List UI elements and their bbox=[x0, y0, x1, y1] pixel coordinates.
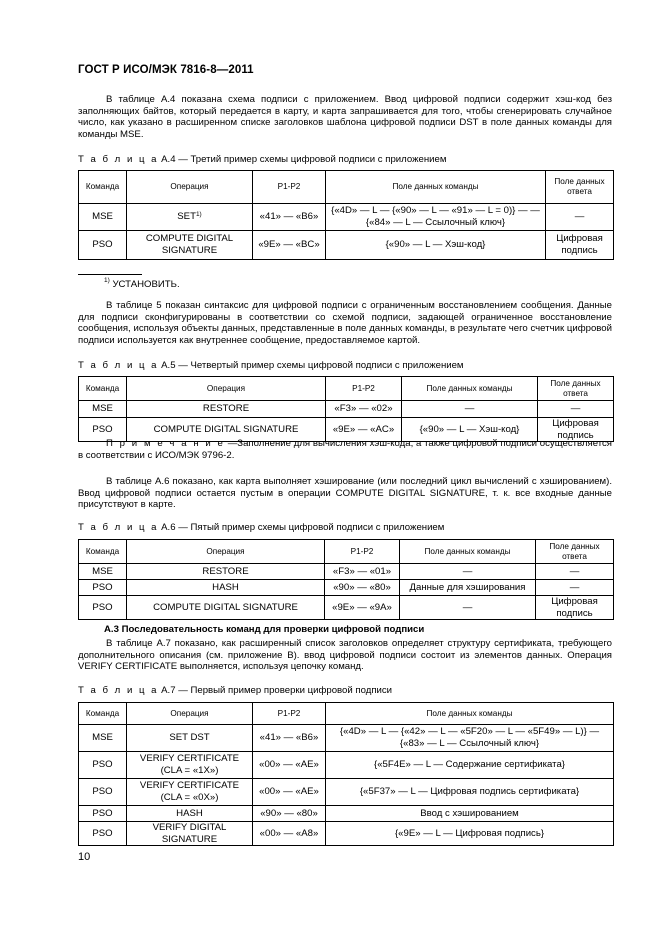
table-cell: — bbox=[536, 564, 614, 580]
footnote-reference: 1) bbox=[195, 211, 202, 219]
table-cell: «00» — «A8» bbox=[253, 822, 326, 846]
paragraph-1-text: В таблице А.4 показана схема подписи с приложением. Ввод цифровой подписи содержит хэш-код без заполняющих байтов, который передается в карту, и карта запрашивается для того, чтобы сгенерировать случайное число, как указано в расширенном списке заголовков шаблона цифровой подписи DST в поле данных команды для команды MSE. bbox=[78, 94, 612, 140]
column-header: Поле данных команды bbox=[400, 540, 536, 564]
page-number: 10 bbox=[78, 851, 91, 863]
table-header-row bbox=[79, 377, 614, 401]
table-cell: Цифровая подпись bbox=[538, 418, 614, 442]
table-header-row bbox=[79, 171, 614, 204]
table-a4-caption bbox=[78, 154, 446, 165]
table-row bbox=[79, 401, 614, 418]
table-cell: HASH bbox=[127, 806, 253, 822]
table-cell: HASH bbox=[127, 580, 325, 596]
table-a6-caption-label: Т а б л и ц а bbox=[78, 522, 159, 533]
table-cell: PSO bbox=[79, 779, 127, 806]
table-cell: «90» — «80» bbox=[253, 806, 326, 822]
table-a5-caption-label: Т а б л и ц а bbox=[78, 360, 159, 371]
table-cell: {«4D» — L — {«42» — L — «5F20» — L — «5F49» — L)} — {«83» — L — Ссылочный ключ} bbox=[326, 725, 614, 752]
table-cell: SET DST bbox=[127, 725, 253, 752]
table-a7-caption bbox=[78, 685, 392, 696]
table-cell: — bbox=[400, 564, 536, 580]
paragraph-3-text: В таблице А.6 показано, как карта выполняет хэширование (или последний цикл вычислений с хэшированием). Ввод цифровой подписи остается пустым в операции COMPUTE DIGITAL SIGNATURE, т. к. все входные данные присутствуют в карте. bbox=[78, 476, 612, 511]
table-a4-caption-label: Т а б л и ц а bbox=[78, 154, 159, 165]
table-cell: «00» — «AE» bbox=[253, 779, 326, 806]
column-header: Поле данных команды bbox=[402, 377, 538, 401]
column-header: Поле данных команды bbox=[326, 703, 614, 725]
table-cell: — bbox=[538, 401, 614, 418]
column-header: P1-P2 bbox=[325, 540, 400, 564]
paragraph-2-text: В таблице 5 показан синтаксис для цифровой подписи с ограниченным восстановлением сообщения. Данные для подписи сконфигурированы в соответствии со схемой подписи, задающей ограниченное восстановление сообщения, используя объекты данных, представленные в поле данных команды, в результате чего счетчик цифровой подписи используется как внутреннее сообщение, предоставляемое картой. bbox=[78, 300, 612, 346]
table-header-row bbox=[79, 540, 614, 564]
paragraph-3 bbox=[78, 476, 612, 511]
document-header: ГОСТ Р ИСО/МЭК 7816-8—2011 bbox=[78, 64, 254, 76]
paragraph-1 bbox=[78, 94, 612, 140]
table-cell: RESTORE bbox=[127, 564, 325, 580]
table-cell: Цифровая подпись bbox=[546, 231, 614, 260]
table-cell: «F3» — «02» bbox=[326, 401, 402, 418]
column-header: Операция bbox=[127, 703, 253, 725]
table-cell: COMPUTE DIGITAL SIGNATURE bbox=[127, 231, 253, 260]
footnote-divider bbox=[78, 274, 142, 275]
table-row bbox=[79, 231, 614, 260]
table-row bbox=[79, 580, 614, 596]
table-cell: «41» — «B6» bbox=[253, 204, 326, 231]
footnote-text: УСТАНОВИТЬ. bbox=[112, 279, 180, 290]
column-header: Команда bbox=[79, 171, 127, 204]
footnote-mark: 1) bbox=[104, 277, 110, 284]
table-cell: Ввод с хэшированием bbox=[326, 806, 614, 822]
column-header: Операция bbox=[127, 540, 325, 564]
column-header: P1-P2 bbox=[253, 703, 326, 725]
column-header: Операция bbox=[127, 171, 253, 204]
note bbox=[78, 438, 612, 461]
table-cell: COMPUTE DIGITAL SIGNATURE bbox=[127, 596, 325, 620]
section-heading: А.3 Последовательность команд для проверки цифровой подписи bbox=[104, 624, 425, 635]
table-cell: PSO bbox=[79, 752, 127, 779]
column-header: Поле данных ответа bbox=[546, 171, 614, 204]
table-a7 bbox=[78, 702, 614, 846]
table-cell: Данные для хэширования bbox=[400, 580, 536, 596]
table-row bbox=[79, 204, 614, 231]
table-cell: Цифровая подпись bbox=[536, 596, 614, 620]
table-cell: {«4D» — L — {«90» — L — «91» — L = 0)} — — {«84» — L — Ссылочный ключ} bbox=[326, 204, 546, 231]
table-row bbox=[79, 564, 614, 580]
table-cell: VERIFY CERTIFICATE (CLA = «1X») bbox=[127, 752, 253, 779]
table-cell: «9E» — «AC» bbox=[326, 418, 402, 442]
footnote bbox=[104, 279, 180, 290]
table-row bbox=[79, 725, 614, 752]
table-cell: PSO bbox=[79, 231, 127, 260]
table-cell-text: SET bbox=[177, 211, 196, 223]
table-cell: VERIFY DIGITAL SIGNATURE bbox=[127, 822, 253, 846]
table-cell: RESTORE bbox=[127, 401, 326, 418]
table-cell: PSO bbox=[79, 806, 127, 822]
table-cell: {«90» — L — Хэш-код} bbox=[326, 231, 546, 260]
table-cell: VERIFY CERTIFICATE (CLA = «0X») bbox=[127, 779, 253, 806]
table-a4 bbox=[78, 170, 614, 260]
paragraph-2 bbox=[78, 300, 612, 346]
table-cell: {«9E» — L — Цифровая подпись} bbox=[326, 822, 614, 846]
table-a7-caption-label: Т а б л и ц а bbox=[78, 685, 159, 696]
column-header: Команда bbox=[79, 377, 127, 401]
table-cell: «9E» — «BC» bbox=[253, 231, 326, 260]
table-cell: PSO bbox=[79, 596, 127, 620]
table-cell: — bbox=[400, 596, 536, 620]
table-cell: MSE bbox=[79, 564, 127, 580]
table-cell: «9E» — «9A» bbox=[325, 596, 400, 620]
column-header: P1-P2 bbox=[326, 377, 402, 401]
table-cell: MSE bbox=[79, 401, 127, 418]
table-cell: «90» — «80» bbox=[325, 580, 400, 596]
table-cell: — bbox=[402, 401, 538, 418]
table-cell: «F3» — «01» bbox=[325, 564, 400, 580]
table-cell: «41» — «B6» bbox=[253, 725, 326, 752]
paragraph-4-text: В таблице А.7 показано, как расширенный список заголовков определяет структуру сертификата, требующего дополнительного описания (см. приложение В). ввод цифровой подписи состоит из элементов данных. Операция VERIFY CERTIFICATE выполняется, используя цепочку команд. bbox=[78, 638, 612, 673]
table-cell: MSE bbox=[79, 725, 127, 752]
paragraph-4 bbox=[78, 638, 612, 673]
table-cell bbox=[127, 204, 253, 231]
note-label: П р и м е ч а н и е bbox=[106, 438, 225, 449]
table-row bbox=[79, 822, 614, 846]
table-cell: PSO bbox=[79, 418, 127, 442]
column-header: Команда bbox=[79, 540, 127, 564]
table-a6 bbox=[78, 539, 614, 620]
table-cell: — bbox=[536, 580, 614, 596]
table-cell: PSO bbox=[79, 580, 127, 596]
table-row bbox=[79, 779, 614, 806]
table-row bbox=[79, 806, 614, 822]
table-cell: MSE bbox=[79, 204, 127, 231]
table-cell: {«90» — L — Хэш-код} bbox=[402, 418, 538, 442]
table-cell: «00» — «AE» bbox=[253, 752, 326, 779]
column-header: P1-P2 bbox=[253, 171, 326, 204]
column-header: Поле данных ответа bbox=[536, 540, 614, 564]
table-cell: PSO bbox=[79, 822, 127, 846]
table-a5 bbox=[78, 376, 614, 442]
column-header: Команда bbox=[79, 703, 127, 725]
table-header-row bbox=[79, 703, 614, 725]
table-cell: COMPUTE DIGITAL SIGNATURE bbox=[127, 418, 326, 442]
column-header: Поле данных ответа bbox=[538, 377, 614, 401]
table-a7-caption-text: А.7 — Первый пример проверки цифровой подписи bbox=[158, 685, 393, 696]
table-cell: {«5F4E» — L — Содержание сертификата} bbox=[326, 752, 614, 779]
table-a5-caption-text: А.5 — Четвертый пример схемы цифровой подписи с приложением bbox=[158, 360, 464, 371]
table-row bbox=[79, 752, 614, 779]
table-a5-caption bbox=[78, 360, 464, 371]
table-row bbox=[79, 596, 614, 620]
table-cell: — bbox=[546, 204, 614, 231]
note-text: —Заполнение для вычисления хэш-кода, а также цифровой подписи осуществляется в соответствии с ИСО/МЭК 9796-2. bbox=[78, 438, 612, 461]
table-cell: {«5F37» — L — Цифровая подпись сертификата} bbox=[326, 779, 614, 806]
table-a6-caption-text: А.6 — Пятый пример схемы цифровой подписи с приложением bbox=[158, 522, 445, 533]
column-header: Операция bbox=[127, 377, 326, 401]
table-a6-caption bbox=[78, 522, 444, 533]
table-a4-caption-text: А.4 — Третий пример схемы цифровой подписи с приложением bbox=[158, 154, 447, 165]
column-header: Поле данных команды bbox=[326, 171, 546, 204]
